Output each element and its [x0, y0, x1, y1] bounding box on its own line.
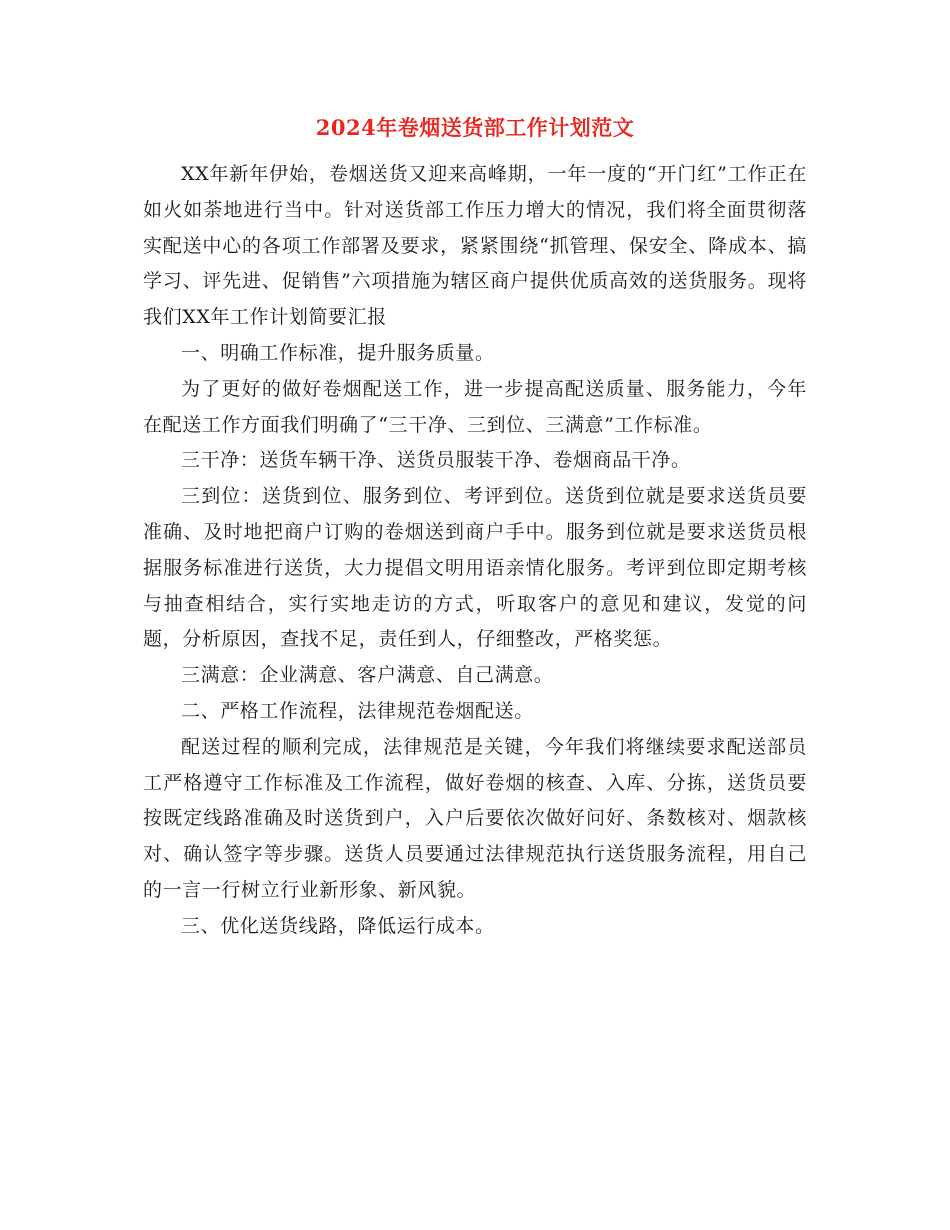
document-title: 2024年卷烟送货部工作计划范文 — [315, 115, 635, 140]
paragraph-intro: XX年新年伊始，卷烟送货又迎来高峰期，一年一度的“开门红”工作正在如火如荼地进行当中。针对送货部工作压力增大的情况，我们将全面贯彻落实配送中心的各项工作部署及要求，紧紧围绕“抓管理、保安全、降成本、搞学习、评先进、促销售”六项措施为辖区商户提供优质高效的送货服务。现将我们XX年工作计划简要汇报 — [143, 163, 807, 329]
paragraph-process: 配送过程的顺利完成，法律规范是关键，今年我们将继续要求配送部员工严格遵守工作标准及工作流程，做好卷烟的核查、入库、分拣，送货员要按既定线路准确及时送货到户，入户后要依次做好问好、条数核对、烟款核对、确认签字等步骤。送货人员要通过法律规范执行送货服务流程，用自己的一言一行树立行业新形象、新风貌。 — [143, 735, 807, 901]
section-heading-2: 二、严格工作流程，法律规范卷烟配送。 — [181, 699, 534, 722]
paragraph-standards: 为了更好的做好卷烟配送工作，进一步提高配送质量、服务能力，今年在配送工作方面我们明确了“三干净、三到位、三满意”工作标准。 — [143, 377, 807, 436]
section-heading-1: 一、明确工作标准，提升服务质量。 — [181, 341, 495, 364]
section-heading-3: 三、优化送货线路，降低运行成本。 — [181, 914, 495, 937]
paragraph-three-satisfied: 三满意：企业满意、客户满意、自己满意。 — [181, 664, 554, 687]
paragraph-three-clean: 三干净：送货车辆干净、送货员服装干净、卷烟商品干净。 — [181, 449, 691, 472]
document-body — [143, 157, 807, 945]
paragraph-three-in-place: 三到位：送货到位、服务到位、考评到位。送货到位就是要求送货员要准确、及时地把商户订购的卷烟送到商户手中。服务到位就是要求送货员根据服务标准进行送货，大力提倡文明用语亲情化服务。考评到位即定期考核与抽查相结合，实行实地走访的方式，听取客户的意见和建议，发觉的问题，分析原因，查找不足，责任到人，仔细整改，严格奖惩。 — [143, 485, 807, 651]
